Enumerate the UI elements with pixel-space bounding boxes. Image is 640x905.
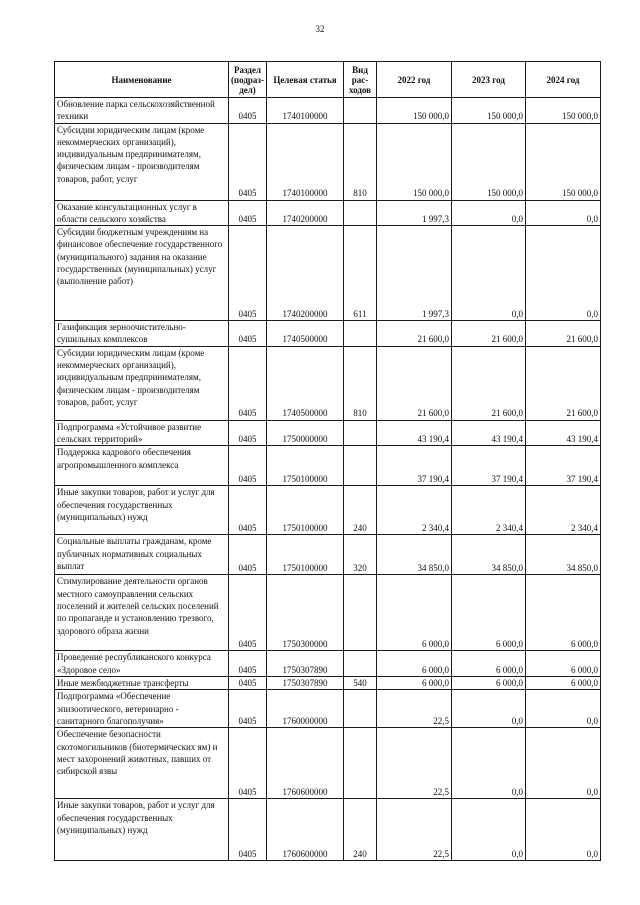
cell-section: 0405 — [229, 690, 267, 728]
cell-2023: 43 190,4 — [452, 420, 526, 446]
table-row — [55, 575, 601, 651]
cell-section: 0405 — [229, 799, 267, 861]
cell-target: 1750100000 — [267, 535, 344, 575]
cell-2023: 0,0 — [452, 728, 526, 799]
cell-section: 0405 — [229, 535, 267, 575]
cell-section: 0405 — [229, 420, 267, 446]
table-row — [55, 728, 601, 799]
cell-target: 1760000000 — [267, 690, 344, 728]
table-row — [55, 799, 601, 861]
cell-section: 0405 — [229, 651, 267, 677]
cell-name: Обеспечение безопасности скотомогильников (биотермических ям) и мест захоронений животных, павших от сибирской язвы — [55, 728, 229, 799]
cell-2023: 37 190,4 — [452, 446, 526, 486]
cell-2022: 150 000,0 — [377, 98, 452, 124]
cell-name: Поддержка кадрового обеспечения агропромышленного комплекса — [55, 446, 229, 486]
cell-2022: 150 000,0 — [377, 123, 452, 200]
cell-expense-type — [344, 728, 377, 799]
cell-2022: 43 190,4 — [377, 420, 452, 446]
cell-2023: 0,0 — [452, 200, 526, 226]
cell-2024: 150 000,0 — [526, 98, 601, 124]
cell-2023: 21 600,0 — [452, 321, 526, 347]
cell-2024: 2 340,4 — [526, 486, 601, 535]
cell-expense-type: 320 — [344, 535, 377, 575]
cell-name: Подпрограмма «Устойчивое развитие сельских территорий» — [55, 420, 229, 446]
cell-name: Газификация зерноочистительно-сушильных комплексов — [55, 321, 229, 347]
cell-target: 1740500000 — [267, 346, 344, 420]
table-row — [55, 446, 601, 486]
cell-expense-type — [344, 446, 377, 486]
cell-2023: 34 850,0 — [452, 535, 526, 575]
table-row — [55, 226, 601, 321]
cell-section: 0405 — [229, 123, 267, 200]
cell-2024: 43 190,4 — [526, 420, 601, 446]
cell-name: Иные закупки товаров, работ и услуг для обеспечения государственных (муниципальных) нужд — [55, 799, 229, 861]
cell-section: 0405 — [229, 486, 267, 535]
cell-section: 0405 — [229, 200, 267, 226]
cell-2022: 6 000,0 — [377, 651, 452, 677]
cell-2022: 22,5 — [377, 690, 452, 728]
cell-section: 0405 — [229, 346, 267, 420]
cell-target: 1750300000 — [267, 575, 344, 651]
cell-2023: 2 340,4 — [452, 486, 526, 535]
cell-2024: 6 000,0 — [526, 676, 601, 689]
cell-2023: 0,0 — [452, 690, 526, 728]
cell-2024: 34 850,0 — [526, 535, 601, 575]
table-row — [55, 123, 601, 200]
cell-target: 1740200000 — [267, 200, 344, 226]
cell-target: 1740100000 — [267, 123, 344, 200]
cell-2023: 150 000,0 — [452, 123, 526, 200]
cell-expense-type: 810 — [344, 123, 377, 200]
cell-2022: 22,5 — [377, 799, 452, 861]
cell-2023: 0,0 — [452, 799, 526, 861]
header-target: Целевая статья — [267, 62, 344, 98]
cell-2022: 21 600,0 — [377, 346, 452, 420]
cell-target: 1750100000 — [267, 446, 344, 486]
table-row — [55, 486, 601, 535]
header-expense-type: Вид рас-ходов — [344, 62, 377, 98]
budget-table — [54, 61, 601, 861]
cell-expense-type — [344, 690, 377, 728]
cell-2022: 1 997,3 — [377, 226, 452, 321]
cell-name: Обновление парка сельскохозяйственной техники — [55, 98, 229, 124]
cell-target: 1740500000 — [267, 321, 344, 347]
cell-2024: 0,0 — [526, 690, 601, 728]
cell-2023: 0,0 — [452, 226, 526, 321]
cell-name: Иные закупки товаров, работ и услуг для обеспечения государственных (муниципальных) нужд — [55, 486, 229, 535]
cell-section: 0405 — [229, 446, 267, 486]
cell-expense-type — [344, 98, 377, 124]
cell-target: 1740200000 — [267, 226, 344, 321]
cell-expense-type: 240 — [344, 799, 377, 861]
cell-expense-type: 810 — [344, 346, 377, 420]
cell-expense-type — [344, 200, 377, 226]
header-name: Наименование — [55, 62, 229, 98]
cell-name: Оказание консультационных услуг в области сельского хозяйства — [55, 200, 229, 226]
cell-section: 0405 — [229, 575, 267, 651]
cell-target: 1750307890 — [267, 651, 344, 677]
cell-target: 1750307890 — [267, 676, 344, 689]
cell-name: Подпрограмма «Обеспечение эпизоотического, ветеринарно - санитарного благополучия» — [55, 690, 229, 728]
cell-2023: 6 000,0 — [452, 651, 526, 677]
cell-2022: 1 997,3 — [377, 200, 452, 226]
cell-name: Социальные выплаты гражданам, кроме публичных нормативных социальных выплат — [55, 535, 229, 575]
cell-section: 0405 — [229, 728, 267, 799]
table-row — [55, 98, 601, 124]
table-header-row — [55, 62, 601, 98]
table-row — [55, 690, 601, 728]
table-row — [55, 321, 601, 347]
cell-2024: 6 000,0 — [526, 575, 601, 651]
cell-target: 1760600000 — [267, 728, 344, 799]
table-row — [55, 535, 601, 575]
table-row — [55, 346, 601, 420]
cell-target: 1760600000 — [267, 799, 344, 861]
cell-2022: 22,5 — [377, 728, 452, 799]
cell-2022: 21 600,0 — [377, 321, 452, 347]
header-2022: 2022 год — [377, 62, 452, 98]
cell-expense-type: 611 — [344, 226, 377, 321]
cell-section: 0405 — [229, 321, 267, 347]
cell-2022: 2 340,4 — [377, 486, 452, 535]
cell-section: 0405 — [229, 98, 267, 124]
cell-2023: 6 000,0 — [452, 575, 526, 651]
cell-expense-type — [344, 321, 377, 347]
cell-target: 1750100000 — [267, 486, 344, 535]
cell-2024: 0,0 — [526, 226, 601, 321]
cell-2024: 0,0 — [526, 200, 601, 226]
cell-2024: 150 000,0 — [526, 123, 601, 200]
cell-2022: 34 850,0 — [377, 535, 452, 575]
table-row — [55, 420, 601, 446]
header-2024: 2024 год — [526, 62, 601, 98]
cell-2024: 37 190,4 — [526, 446, 601, 486]
cell-2023: 21 600,0 — [452, 346, 526, 420]
table-row — [55, 676, 601, 689]
cell-2022: 6 000,0 — [377, 575, 452, 651]
cell-2024: 21 600,0 — [526, 346, 601, 420]
cell-2024: 0,0 — [526, 799, 601, 861]
cell-expense-type: 240 — [344, 486, 377, 535]
cell-2023: 6 000,0 — [452, 676, 526, 689]
header-2023: 2023 год — [452, 62, 526, 98]
cell-name: Субсидии юридическим лицам (кроме некоммерческих организаций), индивидуальным предпринимателям, физическим лицам - производителям товаров, работ, услуг — [55, 123, 229, 200]
cell-name: Проведение республиканского конкурса «Здоровое село» — [55, 651, 229, 677]
cell-2022: 37 190,4 — [377, 446, 452, 486]
cell-expense-type — [344, 575, 377, 651]
header-section: Раздел (подраз-дел) — [229, 62, 267, 98]
cell-2024: 6 000,0 — [526, 651, 601, 677]
cell-2024: 0,0 — [526, 728, 601, 799]
cell-target: 1750000000 — [267, 420, 344, 446]
cell-section: 0405 — [229, 226, 267, 321]
cell-name: Стимулирование деятельности органов местного самоуправления сельских поселений и жителей сельских поселений по пропаганде и установлению трезвого, здорового образа жизни — [55, 575, 229, 651]
cell-name: Иные межбюджетные трансферты — [55, 676, 229, 689]
cell-2022: 6 000,0 — [377, 676, 452, 689]
cell-name: Субсидии юридическим лицам (кроме некоммерческих организаций), индивидуальным предпринимателям, физическим лицам - производителям товаров, работ, услуг — [55, 346, 229, 420]
cell-name: Субсидии бюджетным учреждениям на финансовое обеспечение государственного (муниципального) задания на оказание государственных (муниципальных) услуг (выполнение работ) — [55, 226, 229, 321]
page-number: 32 — [315, 24, 325, 34]
cell-expense-type — [344, 420, 377, 446]
cell-expense-type — [344, 651, 377, 677]
cell-target: 1740100000 — [267, 98, 344, 124]
table-row — [55, 651, 601, 677]
table-row — [55, 200, 601, 226]
cell-2024: 21 600,0 — [526, 321, 601, 347]
table-body — [55, 98, 601, 861]
cell-2023: 150 000,0 — [452, 98, 526, 124]
cell-section: 0405 — [229, 676, 267, 689]
cell-expense-type: 540 — [344, 676, 377, 689]
